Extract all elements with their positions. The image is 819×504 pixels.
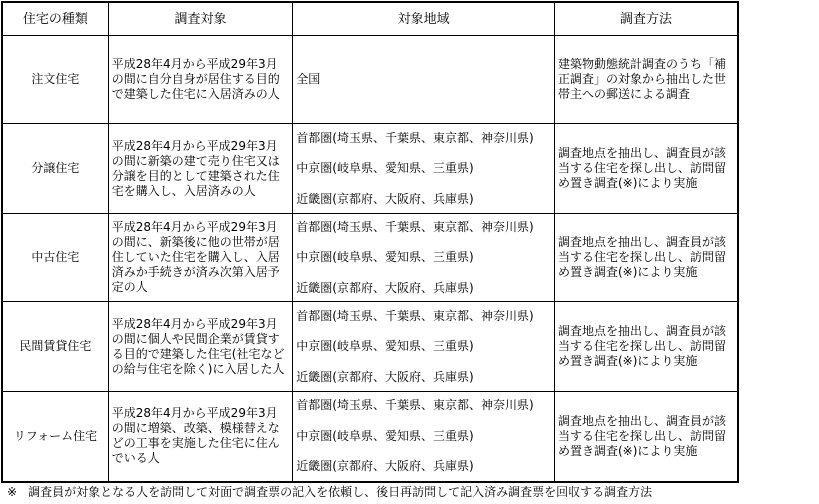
footnote [7,485,652,500]
area-line: 全国 [296,72,321,86]
area-line: 首都圏(埼玉県、千葉県、東京都、神奈川県) [296,308,534,323]
cell-survey-method: 建築物動態統計調査のうち「補正調査」の対象から抽出した世帯主への郵送による調査 [554,36,738,124]
cell-housing-type: 中古住宅 [2,214,108,302]
table-row-renovated-home [2,392,738,482]
footnote-text: 調査員が対象となる人を訪問して対面で調査票の記入を依頼し、後日再訪問して記入済み調査票を回収する調査方法 [28,485,653,499]
cell-target-area [293,392,555,482]
cell-target-area [293,124,555,214]
cell-housing-type: 注文住宅 [2,36,108,124]
footnote-marker: ※ [7,485,18,499]
cell-survey-method: 調査地点を抽出し、調査員が該当する住宅を探し出し、訪問留め置き調査(※)により実施 [554,214,738,302]
cell-target-area [293,36,555,124]
area-line: 中京圏(岐阜県、愛知県、三重県) [296,339,474,353]
cell-survey-target: 平成28年4月から平成29年3月の間に個人や民間企業が賃貸する目的で建築した住宅(社宅などの給与住宅を除く)に入居した人 [108,302,293,392]
cell-survey-target: 平成28年4月から平成29年3月の間に新築の建て売り住宅又は分譲を目的として建築された住宅を購入し、入居済みの人 [108,124,293,214]
area-line: 中京圏(岐阜県、愛知県、三重県) [296,161,474,175]
area-line: 首都圏(埼玉県、千葉県、東京都、神奈川県) [296,130,534,145]
cell-housing-type: 民間賃貸住宅 [2,302,108,392]
header-housing-type: 住宅の種類 [2,2,108,36]
cell-survey-target: 平成28年4月から平成29年3月の間に、新築後に他の世帯が居住していた住宅を購入し、入居済みか手続きが済み次第入居予定の人 [108,214,293,302]
area-line: 近畿圏(京都府、大阪府、兵庫県) [296,280,474,295]
header-row [2,2,738,36]
table-row-private-rental [2,302,738,392]
area-line: 近畿圏(京都府、大阪府、兵庫県) [296,191,474,206]
cell-survey-method: 調査地点を抽出し、調査員が該当する住宅を探し出し、訪問留め置き調査(※)により実施 [554,302,738,392]
cell-housing-type: リフォーム住宅 [2,392,108,482]
area-line: 中京圏(岐阜県、愛知県、三重県) [296,250,474,264]
area-line: 中京圏(岐阜県、愛知県、三重県) [296,428,474,443]
area-line: 首都圏(埼玉県、千葉県、東京都、神奈川県) [296,219,534,234]
cell-housing-type: 分譲住宅 [2,124,108,214]
table-row-existing-home [2,214,738,302]
header-survey-method: 調査方法 [554,2,738,36]
cell-survey-target: 平成28年4月から平成29年3月の間に自分自身が居住する目的で建築した住宅に入居済みの人 [108,36,293,124]
cell-target-area [293,214,555,302]
area-line: 首都圏(埼玉県、千葉県、東京都、神奈川県) [296,398,534,413]
cell-survey-method: 調査地点を抽出し、調査員が該当する住宅を探し出し、訪問留め置き調査(※)により実施 [554,124,738,214]
table-row-built-for-sale [2,124,738,214]
area-line: 近畿圏(京都府、大阪府、兵庫県) [296,369,474,384]
header-target-area: 対象地域 [293,2,555,36]
table-row-custom-home [2,36,738,124]
housing-survey-table [1,1,739,483]
cell-target-area [293,302,555,392]
area-line: 近畿圏(京都府、大阪府、兵庫県) [296,459,474,474]
cell-survey-method: 調査地点を抽出し、調査員が該当する住宅を探し出し、訪問留め置き調査(※)により実施 [554,392,738,482]
cell-survey-target: 平成28年4月から平成29年3月の間に増築、改築、模様替えなどの工事を実施した住宅に住んでいる人 [108,392,293,482]
header-survey-target: 調査対象 [108,2,293,36]
